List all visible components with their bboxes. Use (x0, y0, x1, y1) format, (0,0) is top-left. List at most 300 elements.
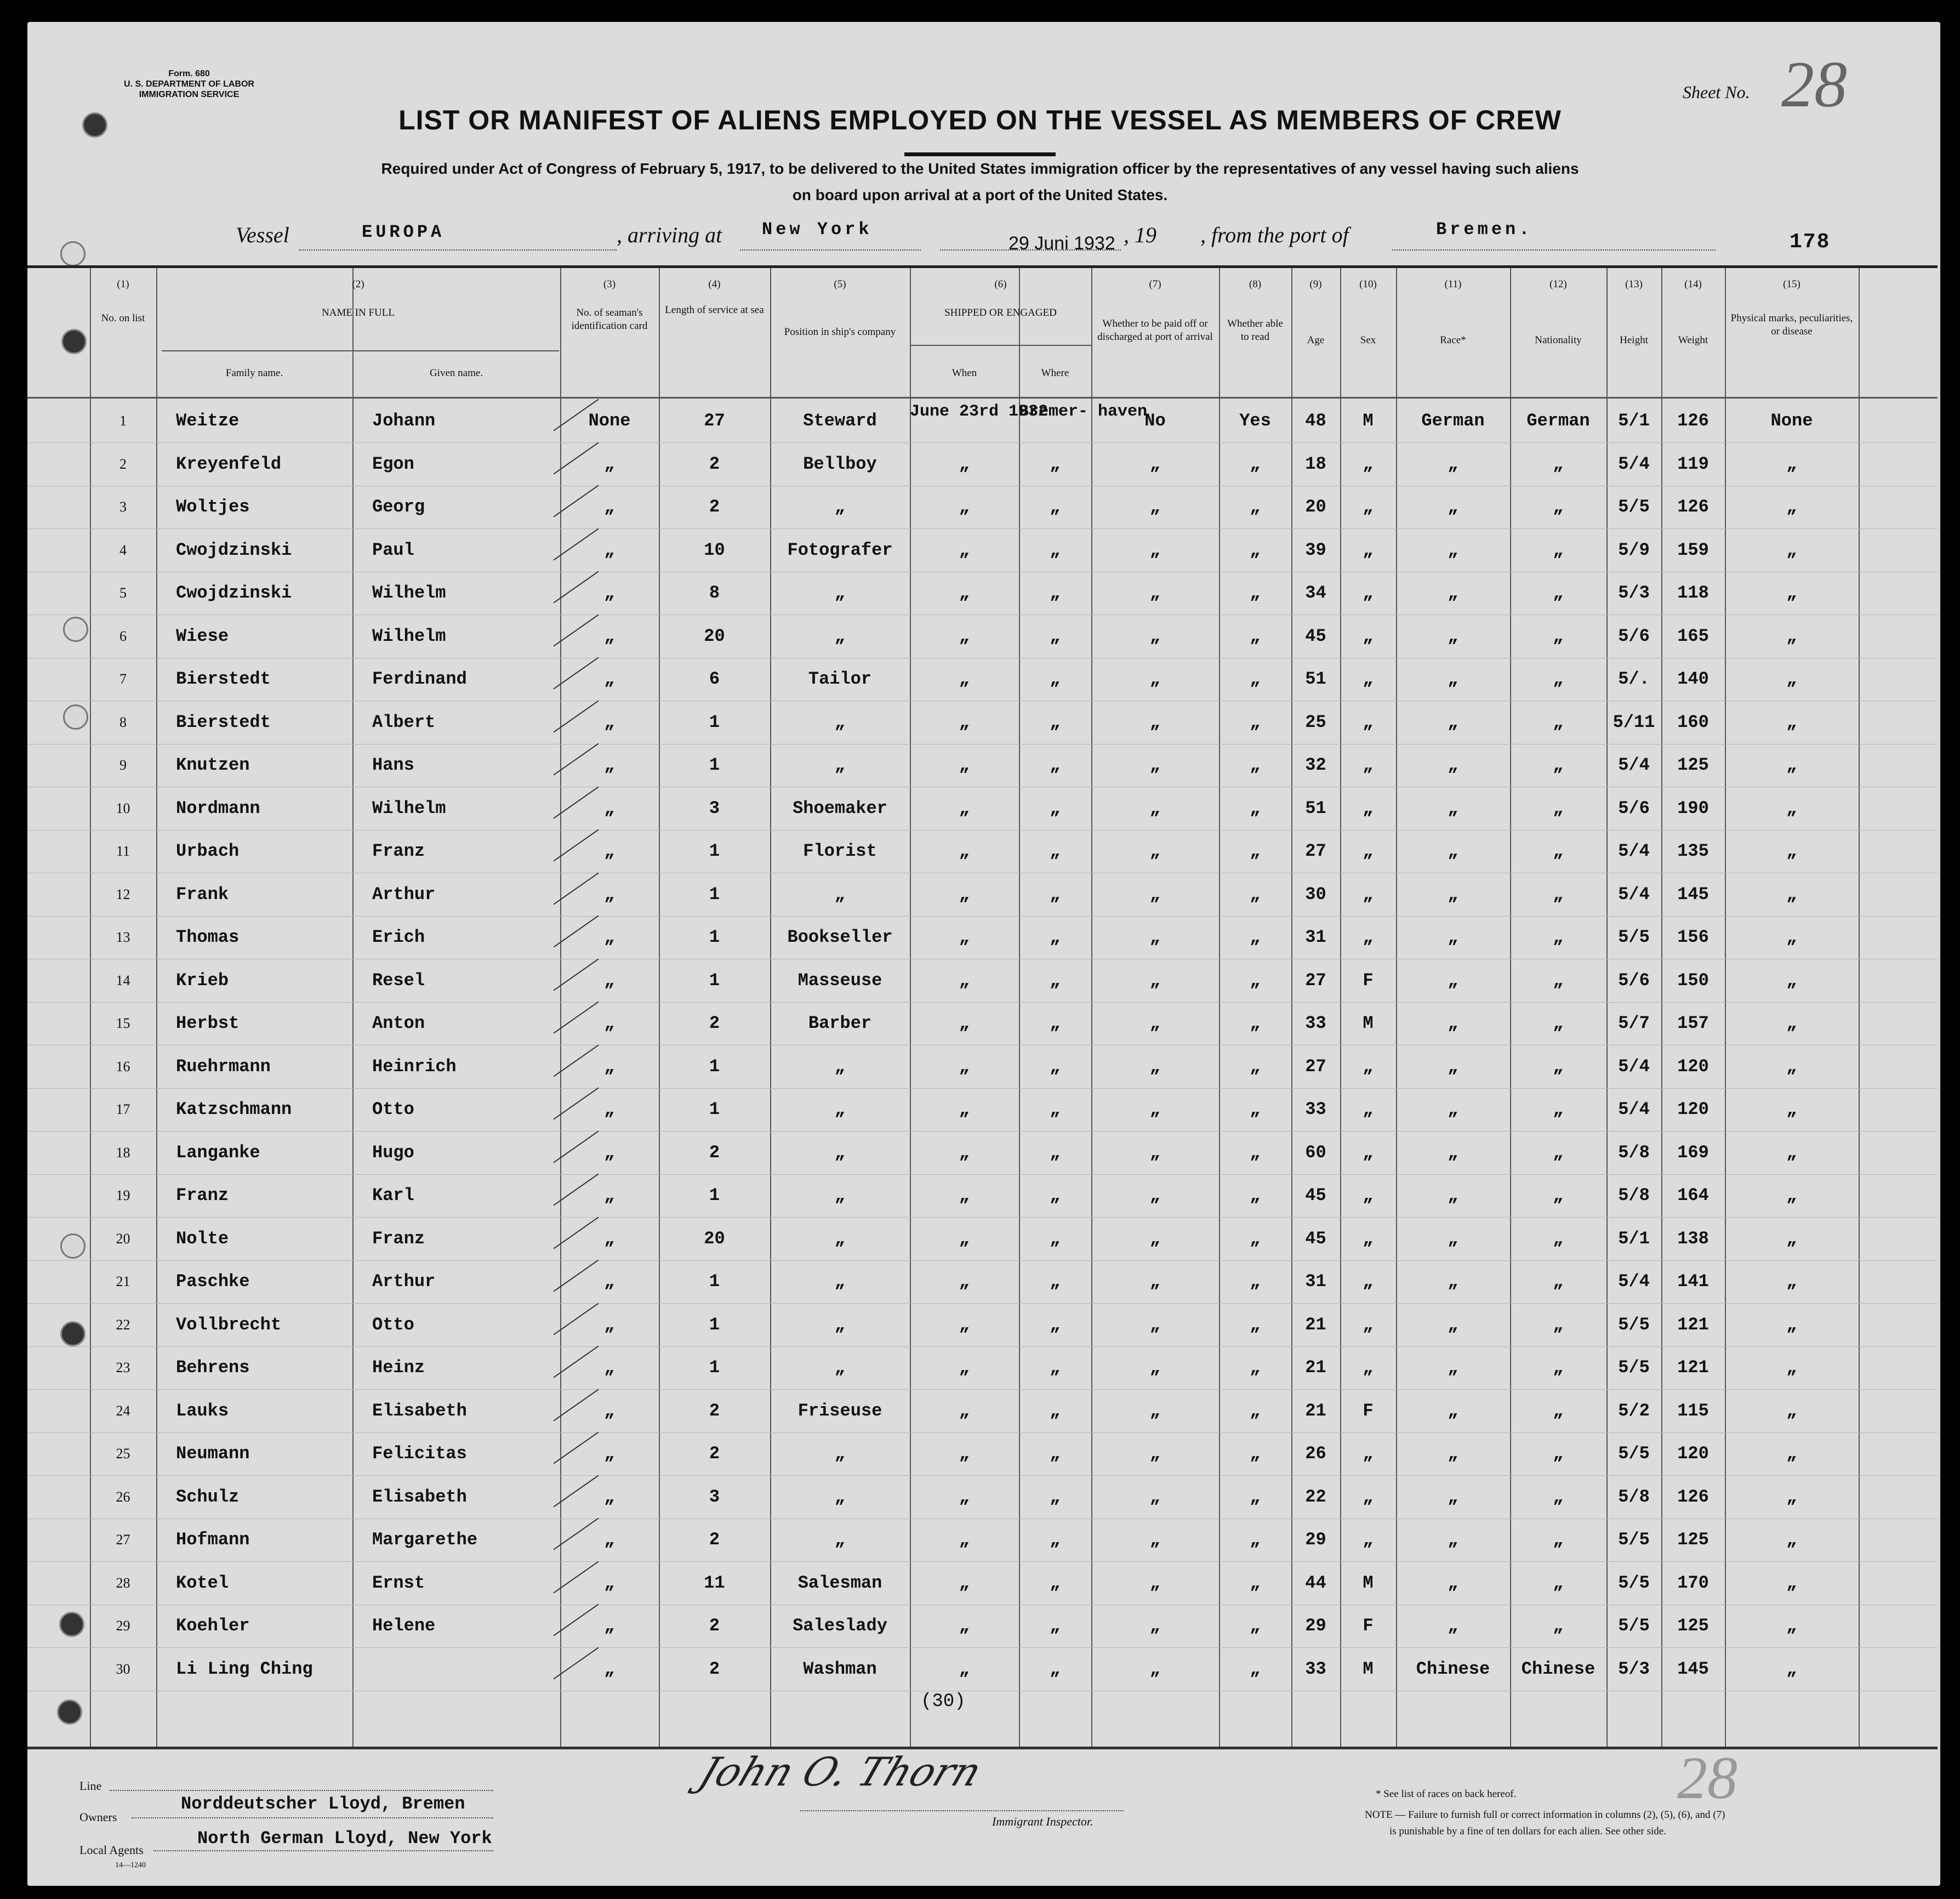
weight: 135 (1677, 841, 1709, 861)
column-number: (12) (1549, 278, 1567, 290)
table-row (27, 1605, 1938, 1648)
shipped-when: „ (959, 1530, 970, 1550)
paid-off: „ (1149, 970, 1161, 991)
sex: M (1363, 1013, 1374, 1033)
column-header-weight: Weight (1678, 334, 1708, 346)
sex: „ (1363, 1486, 1374, 1507)
height: 5/1 (1618, 1228, 1650, 1249)
row-number: 28 (116, 1574, 130, 1591)
age: 51 (1305, 669, 1326, 689)
given-name: Wilhelm (372, 798, 446, 818)
age: 22 (1305, 1486, 1326, 1507)
column-number: (2) (352, 278, 364, 290)
sheet-mark: 28 (1677, 1744, 1737, 1811)
nationality: „ (1553, 1185, 1564, 1206)
service-length: 2 (709, 1443, 720, 1464)
position: „ (834, 755, 846, 775)
nationality: „ (1553, 497, 1564, 517)
physical-marks: „ (1786, 1099, 1797, 1119)
shipped-where: „ (1050, 669, 1061, 689)
nationality: Chinese (1521, 1658, 1596, 1679)
row-number: 2 (119, 456, 127, 472)
service-length: 1 (709, 927, 720, 947)
column-number: (1) (117, 278, 129, 290)
shipped-where: „ (1050, 1056, 1061, 1077)
sex: „ (1363, 798, 1374, 818)
given-name: Egon (372, 453, 414, 474)
column-header-sex: Sex (1360, 334, 1376, 346)
physical-marks: „ (1786, 1400, 1797, 1421)
shipped-when: „ (959, 497, 970, 517)
height: 5/. (1618, 669, 1650, 689)
column-header-given: Given name. (429, 367, 483, 379)
shipped-when: „ (959, 1616, 970, 1636)
id-card: „ (604, 798, 615, 818)
header-rule (910, 345, 1091, 346)
column-number: (11) (1444, 278, 1462, 290)
service-length: 2 (709, 1142, 720, 1163)
position: „ (834, 1486, 846, 1507)
arriving-line (740, 249, 921, 251)
physical-marks: „ (1786, 1616, 1797, 1636)
paid-off: „ (1149, 1228, 1161, 1249)
table-row (27, 1476, 1938, 1519)
nationality: „ (1553, 626, 1564, 646)
nationality: „ (1553, 1314, 1564, 1335)
family-name: Behrens (176, 1357, 250, 1378)
nationality: „ (1553, 755, 1564, 775)
list-number: 178 (1790, 230, 1831, 254)
height: 5/4 (1618, 1056, 1650, 1077)
paid-off: „ (1149, 626, 1161, 646)
position: „ (834, 1228, 846, 1249)
shipped-when: „ (959, 1357, 970, 1378)
shipped-where: „ (1050, 1616, 1061, 1636)
id-card: „ (604, 1443, 615, 1464)
shipped-where: „ (1050, 583, 1061, 603)
shipped-where: „ (1050, 755, 1061, 775)
physical-marks: „ (1786, 626, 1797, 646)
row-number: 15 (116, 1015, 130, 1031)
weight: 156 (1677, 927, 1709, 947)
height: 5/5 (1618, 1572, 1650, 1593)
position: Bellboy (803, 453, 877, 474)
table-row (27, 443, 1938, 486)
family-name: Schulz (176, 1486, 240, 1507)
height: 5/8 (1618, 1185, 1650, 1206)
age: 27 (1305, 841, 1326, 861)
column-header-read: Whether able to read (1227, 318, 1283, 343)
column-number: (6) (994, 278, 1007, 290)
column-header-paid: Whether to be paid off or discharged at port of arrival (1097, 318, 1213, 343)
race: „ (1448, 669, 1458, 689)
paid-off: „ (1149, 453, 1161, 474)
family-name: Thomas (176, 927, 240, 947)
physical-marks: „ (1786, 1443, 1797, 1464)
height: 5/4 (1618, 453, 1650, 474)
paid-off: „ (1149, 1185, 1161, 1206)
given-name: Erich (372, 927, 425, 947)
service-length: 1 (709, 1099, 720, 1119)
nationality: „ (1553, 1616, 1564, 1636)
paid-off: „ (1149, 841, 1161, 861)
header-bottom-rule (27, 397, 1938, 399)
row-number: 20 (116, 1230, 130, 1247)
sex: „ (1363, 1099, 1374, 1119)
column-header-family: Family name. (225, 367, 283, 379)
table-row (27, 1648, 1938, 1691)
id-card: „ (604, 1400, 615, 1421)
physical-marks: „ (1786, 1530, 1797, 1550)
row-number: 8 (119, 714, 127, 730)
service-length: 1 (709, 1056, 720, 1077)
row-number: 12 (116, 886, 130, 902)
service-length: 2 (709, 1013, 720, 1033)
table-row (27, 1346, 1938, 1390)
paid-off: „ (1149, 798, 1161, 818)
able-to-read: „ (1250, 1443, 1261, 1464)
paid-off: „ (1149, 497, 1161, 517)
family-name: Nordmann (176, 798, 260, 818)
physical-marks: „ (1786, 1572, 1797, 1593)
age: 18 (1305, 453, 1326, 474)
shipped-when: „ (959, 1658, 970, 1679)
nationality: „ (1553, 1142, 1564, 1163)
service-length: 1 (709, 1185, 720, 1206)
row-number: 21 (116, 1273, 130, 1289)
family-name: Kotel (176, 1572, 229, 1593)
arrival-date: 29 Juni 1932 (1009, 233, 1115, 254)
paid-off: „ (1149, 1099, 1161, 1119)
row-number: 23 (116, 1360, 130, 1375)
given-name: Wilhelm (372, 583, 446, 603)
arriving-label: , arriving at (617, 223, 722, 247)
physical-marks: „ (1786, 1314, 1797, 1335)
paid-off: No (1144, 411, 1166, 431)
id-card: „ (604, 841, 615, 861)
able-to-read: Yes (1239, 411, 1271, 431)
column-number: (5) (834, 278, 846, 290)
age: 51 (1305, 798, 1326, 818)
paid-off: „ (1149, 1271, 1161, 1292)
sex: „ (1363, 539, 1374, 560)
id-card: „ (604, 1271, 615, 1292)
sheet-label: Sheet No. (1683, 82, 1750, 102)
nationality: „ (1553, 798, 1564, 818)
race: „ (1448, 841, 1458, 861)
family-name: Langanke (176, 1142, 260, 1163)
height: 5/7 (1618, 1013, 1650, 1033)
family-name: Weitze (176, 411, 240, 431)
shipped-when: „ (959, 1142, 970, 1163)
able-to-read: „ (1250, 1314, 1261, 1335)
row-number: 7 (119, 671, 127, 687)
id-card: „ (604, 1056, 615, 1077)
service-length: 8 (709, 583, 720, 603)
weight: 121 (1677, 1314, 1709, 1335)
given-name: Arthur (372, 884, 436, 905)
race: „ (1448, 1443, 1458, 1464)
nationality: „ (1553, 583, 1564, 603)
sex: „ (1363, 497, 1374, 517)
physical-marks: „ (1786, 1056, 1797, 1077)
paid-off: „ (1149, 1530, 1161, 1550)
sex: „ (1363, 927, 1374, 947)
able-to-read: „ (1250, 453, 1261, 474)
id-card: „ (604, 1530, 615, 1550)
given-name: Wilhelm (372, 626, 446, 646)
table-row (27, 1519, 1938, 1562)
able-to-read: „ (1250, 1572, 1261, 1593)
shipped-when: „ (959, 1013, 970, 1033)
paid-off: „ (1149, 1357, 1161, 1378)
physical-marks: None (1770, 411, 1813, 431)
table-row (27, 873, 1938, 917)
given-name: Elisabeth (372, 1400, 467, 1421)
table-row (27, 400, 1938, 443)
paid-off: „ (1149, 1486, 1161, 1507)
service-length: 1 (709, 841, 720, 861)
family-name: Knutzen (176, 755, 250, 775)
position: „ (834, 497, 846, 517)
shipped-where: „ (1050, 927, 1061, 947)
race: „ (1448, 927, 1458, 947)
position: Barber (808, 1013, 872, 1033)
able-to-read: „ (1250, 669, 1261, 689)
able-to-read: „ (1250, 798, 1261, 818)
column-header-age: Age (1307, 334, 1325, 346)
sex: „ (1363, 669, 1374, 689)
position: Shoemaker (793, 798, 887, 818)
table-row (27, 1390, 1938, 1433)
family-name: Bierstedt (176, 712, 271, 732)
able-to-read: „ (1250, 970, 1261, 991)
given-name: Otto (372, 1314, 414, 1335)
service-length: 2 (709, 1658, 720, 1679)
form-code: 14—1240 (115, 1861, 146, 1869)
height: 5/9 (1618, 539, 1650, 560)
column-header-when: When (951, 367, 977, 379)
shipped-when: „ (959, 1443, 970, 1464)
paid-off: „ (1149, 1616, 1161, 1636)
sex: „ (1363, 712, 1374, 732)
row-number: 17 (116, 1101, 130, 1117)
shipped-when: „ (959, 1056, 970, 1077)
position: Friseuse (797, 1400, 882, 1421)
family-name: Krieb (176, 970, 229, 991)
column-header-no: No. on list (101, 312, 145, 324)
race: „ (1448, 712, 1458, 732)
physical-marks: „ (1786, 1185, 1797, 1206)
shipped-where: „ (1050, 1530, 1061, 1550)
column-header-shipped: SHIPPED OR ENGAGED (944, 307, 1057, 319)
shipped-when: „ (959, 1271, 970, 1292)
race: „ (1448, 1056, 1458, 1077)
nationality: „ (1553, 1357, 1564, 1378)
age: 45 (1305, 1185, 1326, 1206)
column-number: (13) (1625, 278, 1643, 290)
shipped-when: „ (959, 1486, 970, 1507)
service: IMMIGRATION SERVICE (139, 90, 240, 99)
shipped-when: „ (959, 798, 970, 818)
id-card: „ (604, 1142, 615, 1163)
paid-off: „ (1149, 884, 1161, 905)
shipped-where: „ (1050, 712, 1061, 732)
service-length: 6 (709, 669, 720, 689)
physical-marks: „ (1786, 755, 1797, 775)
sex: „ (1363, 1228, 1374, 1249)
punch-hole (60, 241, 86, 266)
able-to-read: „ (1250, 1099, 1261, 1119)
race: „ (1448, 583, 1458, 603)
given-name: Albert (372, 712, 436, 732)
shipped-when: „ (959, 970, 970, 991)
table-row (27, 1088, 1938, 1132)
age: 25 (1305, 712, 1326, 732)
position: Salesman (797, 1572, 882, 1593)
sex: „ (1363, 1314, 1374, 1335)
id-card: „ (604, 1185, 615, 1206)
physical-marks: „ (1786, 539, 1797, 560)
physical-marks: „ (1786, 497, 1797, 517)
given-name: Margarethe (372, 1530, 478, 1550)
able-to-read: „ (1250, 1658, 1261, 1679)
weight: 145 (1677, 884, 1709, 905)
sex: „ (1363, 1271, 1374, 1292)
position: „ (834, 626, 846, 646)
race: German (1421, 411, 1485, 431)
table-row (27, 1045, 1938, 1089)
row-number: 29 (116, 1618, 130, 1634)
race: „ (1448, 539, 1458, 560)
nationality: „ (1553, 1530, 1564, 1550)
line-label: Line (79, 1779, 102, 1793)
race: „ (1448, 1099, 1458, 1119)
given-name: Franz (372, 1228, 425, 1249)
column-number: (3) (603, 278, 616, 290)
nationality: „ (1553, 1400, 1564, 1421)
nationality: „ (1553, 1056, 1564, 1077)
given-name: Karl (372, 1185, 414, 1206)
shipped-where: „ (1050, 841, 1061, 861)
row-number: 22 (116, 1316, 130, 1333)
age: 39 (1305, 539, 1326, 560)
paid-off: „ (1149, 1400, 1161, 1421)
race: „ (1448, 497, 1458, 517)
family-name: Hofmann (176, 1530, 250, 1550)
race: „ (1448, 1185, 1458, 1206)
age: 29 (1305, 1616, 1326, 1636)
row-number: 24 (116, 1402, 130, 1419)
sex: „ (1363, 1056, 1374, 1077)
shipped-when: „ (959, 583, 970, 603)
service-length: 2 (709, 1616, 720, 1636)
height: 5/5 (1618, 1530, 1650, 1550)
row-number: 19 (116, 1187, 130, 1203)
table-row (27, 1002, 1938, 1045)
able-to-read: „ (1250, 1486, 1261, 1507)
paid-off: „ (1149, 712, 1161, 732)
nationality: „ (1553, 1572, 1564, 1593)
table-row (27, 916, 1938, 959)
id-card: „ (604, 1314, 615, 1335)
paid-off: „ (1149, 1443, 1161, 1464)
race: „ (1448, 884, 1458, 905)
table-row (27, 1432, 1938, 1476)
paid-off: „ (1149, 669, 1161, 689)
physical-marks: „ (1786, 453, 1797, 474)
nationality: „ (1553, 669, 1564, 689)
agents-field (153, 1850, 493, 1851)
row-number: 11 (116, 843, 130, 859)
height: 5/5 (1618, 497, 1650, 517)
weight: 150 (1677, 970, 1709, 991)
table-row (27, 959, 1938, 1003)
able-to-read: „ (1250, 1616, 1261, 1636)
shipped-where: „ (1050, 970, 1061, 991)
age: 20 (1305, 497, 1326, 517)
inspector-signature: John O. Thorn (693, 1749, 988, 1795)
family-name: Urbach (176, 841, 240, 861)
sex: M (1363, 1658, 1374, 1679)
family-name: Paschke (176, 1271, 250, 1292)
table-row (27, 486, 1938, 529)
able-to-read: „ (1250, 884, 1261, 905)
row-number: 10 (116, 800, 130, 816)
weight: 126 (1677, 411, 1709, 431)
column-header-position: Position in ship's company (784, 326, 896, 338)
id-card: „ (604, 539, 615, 560)
age: 33 (1305, 1658, 1326, 1679)
physical-marks: „ (1786, 1013, 1797, 1033)
height: 5/4 (1618, 884, 1650, 905)
family-name: Li Ling Ching (176, 1658, 313, 1679)
id-card: „ (604, 1013, 615, 1033)
age: 27 (1305, 1056, 1326, 1077)
paid-off: „ (1149, 1314, 1161, 1335)
row-number: 16 (116, 1058, 130, 1074)
race: „ (1448, 1228, 1458, 1249)
physical-marks: „ (1786, 1658, 1797, 1679)
id-card: „ (604, 1572, 615, 1593)
able-to-read: „ (1250, 1271, 1261, 1292)
weight: 159 (1677, 539, 1709, 560)
position: „ (834, 712, 846, 732)
shipped-where: „ (1050, 1228, 1061, 1249)
able-to-read: „ (1250, 626, 1261, 646)
id-card: „ (604, 1616, 615, 1636)
id-card: „ (604, 583, 615, 603)
age: 21 (1305, 1314, 1326, 1335)
column-number: (10) (1359, 278, 1377, 290)
nationality: „ (1553, 1486, 1564, 1507)
inspector-line (800, 1810, 1124, 1811)
weight: 120 (1677, 1056, 1709, 1077)
shipped-when: „ (959, 927, 970, 947)
weight: 164 (1677, 1185, 1709, 1206)
position: Saleslady (793, 1616, 887, 1636)
shipped-when: „ (959, 1185, 970, 1206)
able-to-read: „ (1250, 1530, 1261, 1550)
physical-marks: „ (1786, 841, 1797, 861)
id-card: „ (604, 497, 615, 517)
able-to-read: „ (1250, 1400, 1261, 1421)
family-name: Ruehrmann (176, 1056, 271, 1077)
sex: M (1363, 1572, 1374, 1593)
given-name: Resel (372, 970, 425, 991)
total-count: (30) (921, 1691, 966, 1712)
column-header-where: Where (1041, 367, 1069, 379)
